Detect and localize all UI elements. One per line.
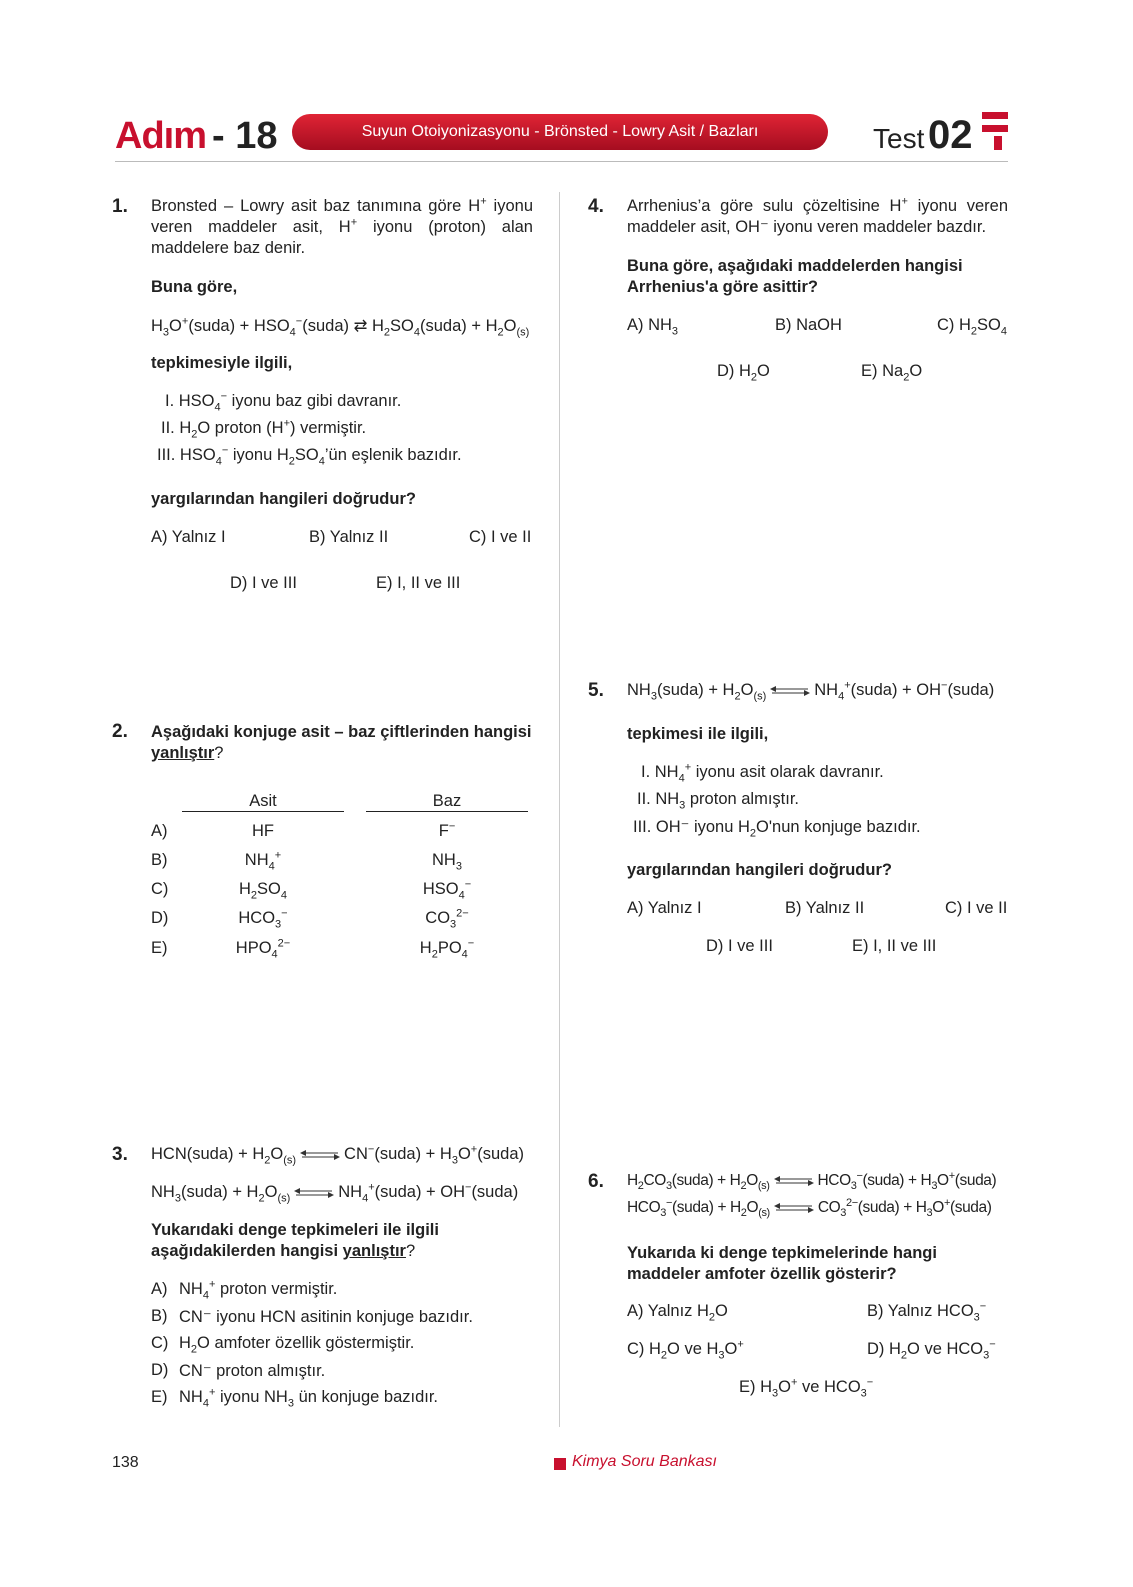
q2-col-acid: Asit [182, 792, 344, 812]
q2-col-base: Baz [366, 792, 528, 812]
q1-option-c[interactable]: C) I ve II [469, 528, 532, 546]
q5-option-a[interactable]: A) Yalnız I [627, 899, 702, 917]
q1-option-e[interactable]: E) I, II ve III [376, 574, 461, 592]
q2-acid-d: $HCO_3^-$ [238, 907, 288, 931]
q1-reaction: $H_3O^+(suda)$ + $HSO_4^-(suda)$ ⇄ $H_2SO_4(suda) + H_2O_{(s)}$ [151, 315, 530, 339]
q2-acid-c: $H_2SO_4$ [238, 880, 287, 902]
q4-question: Buna göre, aşağıdaki maddelerden hangisi Arrhenius'a göre asittir? [627, 257, 963, 296]
equilibrium-arrow-icon [770, 686, 810, 696]
q4-option-a[interactable]: A) $NH_3$ [627, 316, 679, 338]
q6-question: Yukarıda ki denge tepkimelerinde hangi maddeler amfoter özellik gösterir? [627, 1244, 937, 1283]
brand-number: - 18 [212, 115, 278, 157]
q3-letter-a[interactable]: A) [151, 1280, 168, 1298]
q5-statement-3: III. OH⁻ iyonu $H_2O'nun$ konjuge bazıdır. [633, 818, 921, 840]
q6-option-d[interactable]: D) $H_2O$ ve $HCO_3^-$ [867, 1338, 996, 1362]
equilibrium-arrow-icon [300, 1150, 340, 1160]
equilibrium-arrow-icon [774, 1203, 814, 1213]
brand-logo [115, 112, 277, 156]
q1-question: yargılarından hangileri doğrudur? [151, 490, 416, 508]
topic-banner: Suyun Otoiyonizasyonu - Brönsted - Lowry Asit / Bazları [292, 114, 828, 150]
q1-option-d[interactable]: D) I ve III [230, 574, 297, 592]
q5-statement-2: II. $NH_3$ proton almıştır. [637, 790, 800, 812]
column-divider [559, 192, 560, 1427]
q3-letter-b[interactable]: B) [151, 1307, 168, 1325]
equilibrium-arrow-icon [774, 1176, 814, 1186]
q2-base-d: $CO_3^{2-}$ [425, 907, 469, 931]
q2-letter-b[interactable]: B) [151, 851, 168, 869]
q1-intro: Bronsted – Lowry asit baz tanımına göre H+ iyonu veren maddeler asit, H+ iyonu (proton) alan maddelere baz denir. [151, 195, 534, 257]
q6-option-c[interactable]: C) $H_2O$ ve $H_3O^+$ [627, 1338, 744, 1362]
page-number: 138 [112, 1454, 139, 1471]
q2-base-b: $NH_3$ [432, 851, 462, 873]
q5-reaction: $NH_3(suda) + H_2O_{(s)}$ $NH_4^+(suda)$ + OH−(suda) [627, 679, 995, 703]
q2-base-e: $H_2PO_4^-$ [419, 937, 475, 961]
q3-option-b[interactable]: CN⁻ iyonu HCN asitinin konjuge bazıdır. [179, 1308, 473, 1326]
q3-option-c[interactable]: $H_2O$ amfoter özellik göstermiştir. [179, 1334, 415, 1356]
q4-number: 4. [588, 196, 604, 217]
q4-option-b[interactable]: B) NaOH [775, 316, 842, 334]
q3-reaction-2: $NH_3(suda) + H_2O_{(s)}$ $NH_4^+(suda)$ + OH−(suda) [151, 1181, 519, 1205]
q2-letter-e[interactable]: E) [151, 939, 168, 957]
q1-reaction-tail: tepkimesiyle ilgili, [151, 354, 293, 372]
q3-letter-d[interactable]: D) [151, 1361, 169, 1379]
q2-question: Aşağıdaki konjuge asit – baz çiftlerinden hangisi yanlıştır? [151, 723, 532, 762]
test-mark-icon [982, 112, 1008, 152]
q1-intro-2: iyonu veren maddeler asit, H [151, 197, 534, 236]
q6-option-e[interactable]: E) $H_3O^+$ ve $HCO_3^-$ [739, 1376, 874, 1400]
q5-question: yargılarından hangileri doğrudur? [627, 861, 892, 879]
q1-statement-3: III. $HSO_4^-$ iyonu $H_2SO_4’ün$ eşlenik bazıdır. [157, 444, 462, 468]
q1-intro-1: Bronsted – Lowry asit baz tanımına göre H [151, 197, 481, 215]
q5-option-b[interactable]: B) Yalnız II [785, 899, 865, 917]
q2-acid-a: HF [252, 822, 274, 840]
q5-lead: tepkimesi ile ilgili, [627, 725, 769, 743]
q3-letter-e[interactable]: E) [151, 1388, 168, 1406]
q1-statement-1: I. $HSO_4^-$ iyonu baz gibi davranır. [165, 390, 402, 414]
header-rule [115, 161, 1008, 162]
q5-statement-1: I. $NH_4^+$ iyonu asit olarak davranır. [641, 761, 884, 785]
q3-question: Yukarıdaki denge tepkimeleri ile ilgili aşağıdakilerden hangisi yanlıştır? [151, 1221, 439, 1260]
q2-number: 2. [112, 721, 128, 742]
q3-letter-c[interactable]: C) [151, 1334, 169, 1352]
equilibrium-arrow-icon [294, 1188, 334, 1198]
q3-option-e[interactable]: $NH_4^+$ iyonu $NH_3$ ün konjuge bazıdır. [179, 1386, 439, 1410]
q4-option-c[interactable]: C) $H_2SO_4$ [937, 316, 1008, 338]
q4-intro: Arrhenius’a göre sulu çözeltisine H+ iyonu veren maddeler asit, OH⁻ iyonu veren maddeler bazdır. [627, 195, 1009, 236]
q3-reaction-1: HCN(suda) + $H_2O_{(s)}$ CN−(suda) + $H_3O^+(suda)$ [151, 1143, 525, 1167]
q2-letter-c[interactable]: C) [151, 880, 169, 898]
q1-intro-3: iyonu (proton) alan maddelere baz denir. [151, 218, 533, 257]
q2-acid-e: $HPO_4^{2-}$ [235, 937, 291, 961]
q2-acid-b: $NH_4^+$ [244, 849, 282, 873]
q2-letter-a[interactable]: A) [151, 822, 168, 840]
q4-option-d[interactable]: D) $H_2O$ [717, 362, 770, 384]
q6-option-b[interactable]: B) Yalnız $HCO_3^-$ [867, 1300, 987, 1324]
test-number: 02 [928, 113, 973, 157]
q6-number: 6. [588, 1171, 604, 1192]
q2-letter-d[interactable]: D) [151, 909, 169, 927]
q5-option-c[interactable]: C) I ve II [945, 899, 1008, 917]
brand-word: Adım [115, 115, 206, 157]
footer-square-icon [554, 1458, 566, 1470]
q3-number: 3. [112, 1144, 128, 1165]
q1-option-a[interactable]: A) Yalnız I [151, 528, 226, 546]
q3-option-d[interactable]: CN⁻ proton almıştır. [179, 1362, 326, 1380]
q2-base-a: F− [438, 820, 456, 840]
equilibrium-arrow-icon: ⇄ [353, 317, 368, 335]
q2-base-c: $HSO_4^-$ [422, 878, 472, 902]
q6-reaction-1: $H_2CO_3(suda) + H_2O_{(s)}$ $HCO_3^-(suda)$ + $H_3O^+(suda)$ [627, 1169, 997, 1193]
test-label: Test [873, 123, 925, 154]
q4-option-e[interactable]: E) $Na_2O$ [861, 362, 923, 384]
q5-option-d[interactable]: D) I ve III [706, 937, 773, 955]
book-title: Kimya Soru Bankası [572, 1453, 717, 1470]
q1-number: 1. [112, 196, 128, 217]
q6-option-a[interactable]: A) Yalnız $H_2O$ [627, 1302, 728, 1324]
q1-option-b[interactable]: B) Yalnız II [309, 528, 389, 546]
q6-reaction-2: $HCO_3^-(suda) + H_2O_{(s)}$ $CO_3^{2-}(suda)$ + $H_3O^+(suda)$ [627, 1196, 992, 1220]
q1-statement-2: II. $H_2O$ proton (H+) vermiştir. [161, 417, 367, 441]
q1-lead: Buna göre, [151, 278, 238, 296]
q3-option-a[interactable]: $NH_4^+$ proton vermiştir. [179, 1278, 338, 1302]
q5-option-e[interactable]: E) I, II ve III [852, 937, 937, 955]
q5-number: 5. [588, 680, 604, 701]
